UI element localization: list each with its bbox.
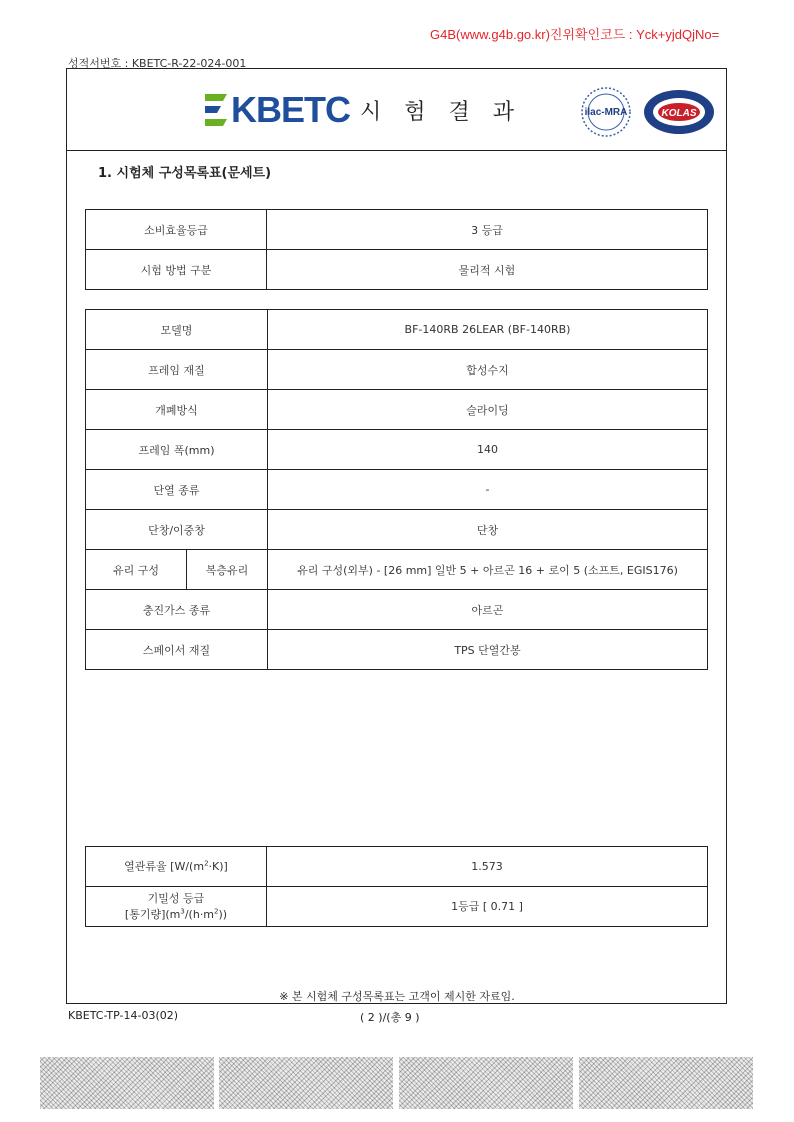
- table-row-glass: [86, 550, 708, 590]
- row-value: 3 등급: [267, 210, 708, 250]
- glass-sublabel: 복층유리: [187, 550, 268, 590]
- kolas-badge: [642, 88, 716, 136]
- ilac-mra-badge: [578, 86, 634, 138]
- row-label: 모델명: [86, 310, 268, 350]
- row-label: 프레임 재질: [86, 350, 268, 390]
- row-label: 단창/이중창: [86, 510, 268, 550]
- table-row: [86, 470, 708, 510]
- u-value-label: 열관류율 $[W/(m^2\cdot K)]$: [86, 847, 267, 887]
- footer-note: ※ 본 시험체 구성목록표는 고객이 제시한 자료임.: [279, 990, 515, 1003]
- row-value: -: [268, 470, 708, 510]
- table-row: [86, 210, 708, 250]
- u-value: 1.573: [267, 847, 708, 887]
- security-pattern: [219, 1057, 393, 1109]
- row-label: 단열 종류: [86, 470, 268, 510]
- composition-table: [85, 309, 708, 670]
- efficiency-table: [85, 209, 708, 290]
- row-label: 소비효율등급: [86, 210, 267, 250]
- form-number: KBETC-TP-14-03(02): [68, 1009, 179, 1022]
- report-header: [203, 90, 522, 130]
- row-value: 물리적 시험: [267, 250, 708, 290]
- table-row: [86, 847, 708, 887]
- table-row: [86, 310, 708, 350]
- row-label: 개폐방식: [86, 390, 268, 430]
- security-pattern: [40, 1057, 214, 1109]
- table-row: [86, 390, 708, 430]
- header-divider: [66, 150, 727, 151]
- row-value: 슬라이딩: [268, 390, 708, 430]
- section-title: 1. 시험체 구성목록표(문세트): [98, 166, 272, 181]
- glass-label: 유리 구성: [86, 550, 187, 590]
- table-row: [86, 430, 708, 470]
- airtightness-value: 1등급 [ 0.71 ]: [267, 887, 708, 927]
- row-value: 140: [268, 430, 708, 470]
- page-number: ( 2 )/(총 9 ): [360, 1011, 420, 1024]
- row-label: 충진가스 종류: [86, 590, 268, 630]
- row-value: 합성수지: [268, 350, 708, 390]
- table-row: [86, 250, 708, 290]
- table-row: [86, 887, 708, 927]
- table-row: [86, 630, 708, 670]
- row-label: 프레임 폭(mm): [86, 430, 268, 470]
- security-pattern: [579, 1057, 753, 1109]
- table-row: [86, 590, 708, 630]
- kolas-text: KOLAS: [661, 108, 697, 119]
- airtightness-label: 기밀성 등급 [통기량]$(m^3/(h\cdot m^2))$: [86, 887, 267, 927]
- row-value: 단창: [268, 510, 708, 550]
- row-label: 시험 방법 구분: [86, 250, 267, 290]
- performance-table: [85, 846, 708, 927]
- kbetc-logo-icon: [203, 92, 229, 128]
- row-value: TPS 단열간봉: [268, 630, 708, 670]
- row-value: BF-140RB 26LEAR (BF-140RB): [268, 310, 708, 350]
- report-title: 시 험 결 과: [360, 99, 522, 125]
- certificate-number: 성적서번호 : KBETC-R-22-024-001: [68, 57, 247, 70]
- glass-value: 유리 구성(외부) - [26 mm] 일반 5 + 아르곤 16 + 로이 5 (소프트, EGIS176): [268, 550, 708, 590]
- ilac-text: ilac-MRA: [584, 107, 628, 118]
- verification-code: G4B(www.g4b.go.kr)진위확인코드 : Yck+yjdQjNo=: [430, 27, 720, 42]
- table-row: [86, 510, 708, 550]
- logo-text: KBETC: [231, 89, 350, 130]
- row-value: 아르곤: [268, 590, 708, 630]
- security-pattern: [399, 1057, 573, 1109]
- table-row: [86, 350, 708, 390]
- row-label: 스페이서 재질: [86, 630, 268, 670]
